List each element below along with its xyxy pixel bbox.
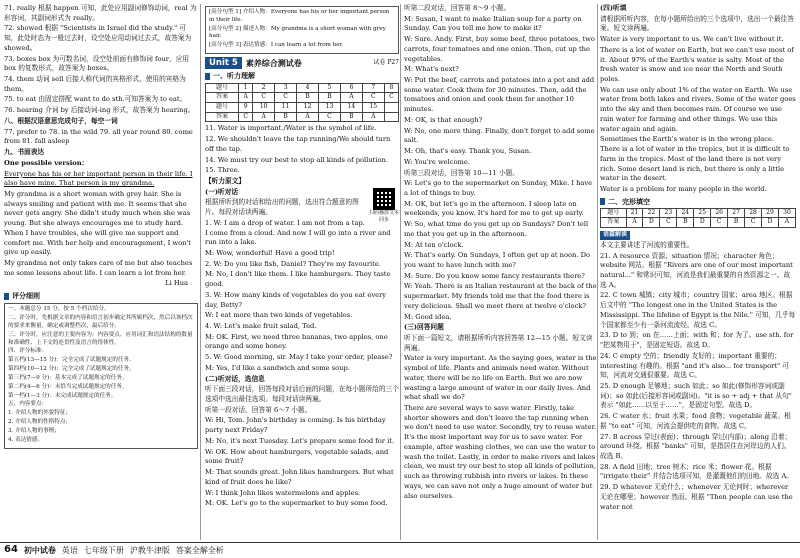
table-cell: B bbox=[318, 93, 340, 103]
table-cell: D bbox=[762, 218, 779, 228]
paragraph: My grandma not only takes care of me but also teaches me some lessons about life. I can learn a lot from her. bbox=[4, 258, 193, 277]
table-cell: 28 bbox=[745, 208, 762, 218]
paragraph: 77. prefer to 78. in the wild 79. all year round 80. come from 81. fall asleep bbox=[4, 127, 193, 146]
paragraph: M: OK. First, we need three bananas, two apples, one orange and some honey. bbox=[205, 332, 388, 351]
table-cell: 26 bbox=[711, 208, 728, 218]
table-cell: A bbox=[626, 218, 643, 228]
table-cell: 题号 bbox=[206, 83, 239, 93]
paragraph: M: What's next? bbox=[404, 65, 459, 74]
paragraph: W: Sure. Andy. First, buy some beef, three potatoes, two carrots, four tomatoes and one onion. Then, cut up the vegetables. bbox=[404, 35, 595, 63]
paragraph: There are several ways to save water. Firstly, take shorter showers and don't leave the tap running when we don't need to use water. Secondly, try to reuse water. It's the most important way for us to save water. For example, after washing clothes, we can use the water to wash the toilet. Lastly, in order to make rivers and lakes clean, we must try our best to stop all kinds of pollution, such as throwing rubbish into rivers or lakes. In these ways, we can save not only a huge amount of water but also ourselves. bbox=[404, 404, 597, 500]
table-cell: C bbox=[711, 218, 728, 228]
paragraph: M: OK, but let's go in the afternoon. I sleep late on weekends, you know. It's hard for me to get up early. bbox=[404, 199, 584, 218]
table-cell: 题号 bbox=[601, 208, 627, 218]
table-cell: C bbox=[660, 218, 677, 228]
table-row bbox=[601, 208, 796, 218]
paragraph: 12. We shouldn't leave the tap running/We should turn off the tap. bbox=[205, 135, 391, 153]
column-2 bbox=[205, 4, 399, 510]
brand: 初中试卷 bbox=[23, 545, 56, 555]
paragraph: 5. W: Good morning, sir. May I take your order, please? bbox=[205, 353, 393, 362]
table-cell: 10 bbox=[253, 102, 275, 112]
paragraph: W: So, what time do you get up on Sundays? Don't tell me that you get up in the afternoon. bbox=[404, 220, 589, 238]
paragraph: 请根据所听内容，在每小题所给出的三个选项中，选出一个最佳答案。短文读两遍。 bbox=[600, 14, 794, 33]
table-cell: B bbox=[297, 93, 319, 103]
table-cell: 7 bbox=[362, 83, 384, 93]
table-cell: A bbox=[253, 112, 275, 122]
table-cell: 4 bbox=[297, 83, 319, 93]
scoring-line: 一、本题总分 15 分，按 5 个档次给分。 bbox=[8, 306, 110, 313]
table-cell: 8 bbox=[384, 83, 398, 93]
paragraph: W: Hi, Tom. John's birthday is coming. Is his birthday party next Friday? bbox=[205, 416, 386, 435]
table-cell: 6 bbox=[340, 83, 362, 93]
paragraph: M: That sounds great. John likes hamburgers. But what kind of fruit does he like? bbox=[205, 468, 394, 486]
table-cell: 21 bbox=[626, 208, 643, 218]
paragraph: 听第二段对话，回答第 8～9 小题。 bbox=[404, 4, 511, 12]
unit-title: Unit 5 bbox=[205, 57, 242, 69]
table-row bbox=[206, 112, 399, 122]
scoring-line: 1. 介绍人物的外貌特征； bbox=[8, 410, 72, 417]
table-cell: D bbox=[694, 218, 711, 228]
paragraph: W: Let's go to the supermarket on Sunday, Mike. I have a lot of things to buy. bbox=[404, 179, 593, 197]
table-cell bbox=[384, 102, 398, 112]
table-cell: B bbox=[275, 112, 297, 122]
table-cell: 23 bbox=[660, 208, 677, 218]
scoring-line: 五、内容要点： bbox=[8, 401, 48, 408]
paragraph: We can use only about 1% of the water on Earth. We use water from both lakes and rivers. Some of the water goes into the sky and then becomes rain. Of course we use rain water for farming and other things. We use this water again and again. bbox=[600, 85, 796, 133]
table-cell: B bbox=[677, 218, 694, 228]
paragraph: 1. W: I am a drop of water. I am not from a tap. I come from a cloud. And now I will go into a river and run into a lake. bbox=[205, 218, 391, 247]
column-1 bbox=[4, 4, 198, 451]
paragraph: 74. them 动词 sell 后接人称代词的宾格形式，使用的宾格为 them。 bbox=[4, 75, 186, 93]
listening-transcript-continued bbox=[404, 4, 598, 501]
passage-analysis-tag: 语篇解读 bbox=[600, 231, 630, 240]
paragraph: M: Oh, that's easy. Thank you, Susan. bbox=[404, 147, 532, 156]
scoring-line: 第二档(4—6 分)：未恰当完成试题规定的任务。 bbox=[8, 383, 128, 390]
paragraph: There is a lot of water on Earth, but we can't use most of it. About 97% of the Earth's water is salty. Most of the fresh water is snow and ice near the North and South poles. bbox=[600, 45, 794, 84]
paragraph: M: No, it's next Tuesday. Let's prepare some food for it. bbox=[205, 436, 395, 445]
table-cell: 25 bbox=[694, 208, 711, 218]
paragraph: W: That's early. On Sundays, I often get up at noon. Do you want to have lunch with me? bbox=[404, 251, 590, 269]
subject: 英语 bbox=[61, 545, 78, 555]
answer-explanations bbox=[4, 4, 198, 278]
paragraph: 27. B across 穿过(表面)；through 穿过(内部)；along 沿着；around 环绕。根据 "banks" 可知，是指居住在河岸边的人们。故选 B。 bbox=[600, 432, 792, 460]
paragraph: 九、书面表达 bbox=[4, 148, 45, 157]
table-cell: 30 bbox=[778, 208, 795, 218]
paragraph: 22. C town 城镇；city 城市；country 国家；area 地区。根据后文中的 "The longest one in the United States is the Mississippi. The lifeline of Egypt is the Nile." 可知，几乎每个国家都至少有一条河流流经。故选 C。 bbox=[600, 291, 796, 329]
table-cell: 答案 bbox=[601, 218, 627, 228]
paragraph: M: At ten o'clock. bbox=[404, 240, 464, 249]
page-number: 64 bbox=[4, 544, 18, 556]
paragraph: 29. D whatever 无论什么；whenever 无论何时；wherever 无论在哪里；however 然而。根据 "Then people can use the water not bbox=[600, 483, 793, 511]
table-row bbox=[206, 93, 399, 103]
table-cell: 13 bbox=[318, 102, 340, 112]
table-row bbox=[601, 218, 796, 228]
paragraph: W: I eat more than two kinds of vegetables. bbox=[205, 311, 353, 320]
cloze-heading: 二、完形填空 bbox=[600, 197, 796, 207]
paragraph: 23. D to 到；on 在……上面；with 和；for 为了。use sth. for "把某物用于"，是固定短语。故选 D。 bbox=[600, 331, 794, 350]
listening-passage bbox=[600, 4, 796, 195]
scoring-line: 4. 表达情感。 bbox=[8, 436, 44, 443]
table-cell: D bbox=[643, 218, 660, 228]
paragraph: W: Put the beef, carrots and potatoes into a pot and add some water. Cook them for 30 minutes. Then, add the tomatoes and onion and cook them for another 10 minutes. bbox=[404, 76, 595, 114]
paragraph: W: No, one more thing. Finally, don't forget to add some salt. bbox=[404, 126, 595, 145]
paragraph: Water is very important to us. We can't live without it. bbox=[600, 35, 784, 44]
paragraph: Everyone has his or her important person in their life. I also have mine. That person is my grandma. bbox=[4, 169, 193, 188]
edition: 沪教牛津版 bbox=[129, 545, 170, 555]
table-cell: 12 bbox=[297, 102, 319, 112]
table-cell: 5 bbox=[318, 83, 340, 93]
scoring-box bbox=[4, 303, 198, 448]
qr-code-icon bbox=[373, 188, 395, 210]
table-cell: A bbox=[778, 218, 795, 228]
paragraph: Water is a problem for many people in the world. bbox=[600, 184, 767, 193]
paragraph: 73. boxes box 为可数名词，设空处前面有修饰词 four，应用 box 的复数形式，故答案为 boxes。 bbox=[4, 54, 190, 73]
table-cell: C bbox=[362, 93, 384, 103]
unit-header bbox=[205, 57, 399, 69]
paragraph: 2. W: Do you like fish, Daniel? They're my favourite. bbox=[205, 259, 381, 268]
scoring-line: 二、评分时，先根据文章的内容和语言初步确定其所属档次，然后以该档次的要求来衡量，确定或调整档次，最后给分。 bbox=[8, 315, 193, 329]
paragraph: 14. We must try our best to stop all kinds of pollution. bbox=[205, 155, 388, 164]
paragraph: M: OK. Let's go to the supermarket to buy some food. bbox=[205, 499, 388, 508]
paragraph: 24. C empty 空的；friendly 友好的；important 重要的；interesting 有趣的。根据 "and it's also... for transport" 可知，河流对交通很重要。故选 C。 bbox=[600, 351, 789, 380]
table-cell: C bbox=[384, 93, 398, 103]
scoring-line: 第一档(1—3 分)：未完成试题规定的任务。 bbox=[8, 392, 117, 399]
listening-transcript bbox=[205, 124, 399, 509]
page-footer bbox=[0, 542, 800, 558]
key-sentence: [高分句型 1] 介绍人物：Everyone has his or her important person in their life. bbox=[209, 9, 390, 23]
table-row bbox=[206, 83, 399, 93]
column-divider bbox=[400, 4, 401, 540]
table-cell: 1 bbox=[239, 83, 253, 93]
paragraph: 八、根据汉语意思完成句子，每空一词 bbox=[4, 116, 118, 125]
scoring-line: 2. 介绍人物的性格特点； bbox=[8, 419, 72, 426]
paragraph: 26. C water 水；fruit 水果；food 食物；vegetable 蔬菜。根据 "to eat" 可知，河流会提供吃的食物。故选 C。 bbox=[600, 412, 791, 430]
table-cell: A bbox=[340, 93, 362, 103]
table-cell: C bbox=[318, 112, 340, 122]
table-cell: 24 bbox=[677, 208, 694, 218]
paragraph: One possible version： bbox=[4, 158, 89, 167]
key-sentence: [高分句型 3] 表达情感：I can learn a lot from her. bbox=[209, 42, 344, 49]
table-cell: C bbox=[239, 112, 253, 122]
table-cell: 3 bbox=[275, 83, 297, 93]
table-cell: A bbox=[297, 112, 319, 122]
paragraph: 11. Water is important./Water is the symbol of life. bbox=[205, 124, 377, 133]
table-cell: 答案 bbox=[206, 112, 239, 122]
paragraph: 根据所听到的对话和给出的问题，选出符合题意的图片。每段对话读两遍。 bbox=[205, 198, 359, 217]
paragraph: (四)听填 bbox=[600, 4, 627, 12]
paragraph: 75. to eat 由固定搭配 want to do sth.可知答案为 to eat。 bbox=[4, 95, 187, 104]
scoring-heading: 评分细则 bbox=[4, 291, 198, 301]
paragraph: 【听力原文】 bbox=[205, 176, 246, 185]
paragraph: 本文主要讲述了河流的重要性。 bbox=[600, 240, 694, 249]
paragraph: Sometimes the Earth's water is in the wrong place. There is a lot of water in the tropics, but it is difficult to farm in the tropics. Most of the land there is not very rich. Some desert land is rich, but there is only a little water in the desert. bbox=[600, 135, 790, 183]
scoring-line: 第四档(10—12 分)：完全完成了试题规定的任务。 bbox=[8, 366, 135, 373]
table-cell: 27 bbox=[728, 208, 745, 218]
table-cell: 11 bbox=[275, 102, 297, 112]
table-cell: 14 bbox=[340, 102, 362, 112]
table-cell: A bbox=[239, 93, 253, 103]
cloze-answer-table bbox=[600, 208, 796, 228]
table-cell: C bbox=[745, 218, 762, 228]
paragraph: 71. really 根据 happen 可知，此处应用副词修饰动词，real 为形容词，其副词形式为 really。 bbox=[4, 4, 197, 22]
table-cell: A bbox=[362, 112, 384, 122]
paragraph: 听第一段对话，回答第 6～7 小题。 bbox=[205, 405, 312, 414]
paragraph: 听第三段对话，回答第 10—11 小题。 bbox=[404, 168, 519, 177]
paragraph: W: You're welcome. bbox=[404, 157, 470, 166]
listening-heading: 一、听力理解 bbox=[205, 71, 399, 81]
paragraph: M: OK, is that enough? bbox=[404, 115, 483, 124]
paragraph: (三)回答问题 bbox=[404, 323, 444, 332]
table-cell: B bbox=[340, 112, 362, 122]
key-sentence: [高分句型 2] 描述人物：My grandma is a short woman with grey hair. bbox=[209, 25, 386, 40]
paragraph: W: OK. How about hamburgers, vegetable salads, and some fruit? bbox=[205, 447, 389, 466]
table-cell: 2 bbox=[253, 83, 275, 93]
table-cell: 题号 bbox=[206, 102, 239, 112]
key-sentences-box bbox=[205, 6, 399, 54]
grade: 七年级下册 bbox=[83, 545, 124, 555]
paragraph: 听下面三段对话，回答每段对话后面的问题，在每小题所给的三个选项中选出最佳选项。每段对话读两遍。 bbox=[205, 385, 399, 404]
paragraph: M: Susan, I want to make Italian soup for a party on Sunday. Can you tell me how to make it? bbox=[404, 14, 582, 33]
table-cell: 22 bbox=[643, 208, 660, 218]
paragraph: 76. hearing 介词 by 后接动词-ing 形式，故答案为 hearing。 bbox=[4, 106, 195, 115]
unit-subtitle: 素养综合测试卷 bbox=[245, 58, 302, 68]
table-cell: C bbox=[253, 93, 275, 103]
paragraph: M: Good idea. bbox=[404, 312, 452, 321]
paragraph: 听下面一篇短文，请根据所听内容回答第 12—15 小题。短文读两遍。 bbox=[404, 334, 593, 352]
table-cell: B bbox=[728, 218, 745, 228]
table-cell: 答案 bbox=[206, 93, 239, 103]
paragraph: 4. W: Let's make fruit salad, Ted. bbox=[205, 322, 317, 330]
table-row bbox=[206, 102, 399, 112]
paragraph: M: No, I don't like them. I like hamburgers. They taste good. bbox=[205, 270, 391, 289]
qr-caption: 扫码播放文本同步 bbox=[369, 209, 399, 223]
paragraph: 28. A field 田地；tree 树木；rice 米；flower 花。根据 "irrigate their" 并结合选项可知，是灌溉他们的田地。故选 A。 bbox=[600, 462, 793, 481]
answer-table bbox=[205, 83, 399, 123]
paragraph: 72. showed 根据 "Scientists in Israel did the study." 可知，此处时态为一般过去时，设空处应用动词过去式，故答案为 showed。 bbox=[4, 24, 192, 52]
scoring-line: 四、评分标准： bbox=[8, 348, 48, 355]
paragraph: M: Sure. Do you know some fancy restaurants there? bbox=[404, 271, 585, 280]
paragraph: 3. W: How many kinds of vegetables do you eat every day, Betty? bbox=[205, 290, 387, 309]
cloze-explanations bbox=[600, 241, 796, 512]
paragraph: W: Yeah. There is an Italian restaurant at the back of the supermarket. My friends told me that the food there is very delicious. Shall we meet there at twelve o'clock? bbox=[404, 282, 597, 310]
table-cell: 29 bbox=[762, 208, 779, 218]
paragraph: (一)听对话 bbox=[205, 187, 239, 196]
paragraph: 21. A resource 资源；situation 情况；character 角色；website 网站。根据 "Rivers are one of our most important natural..." 和常识可知，河流是我们最重要的自然资源之一。故选 A。 bbox=[600, 251, 793, 289]
scoring-line: 三、评分时，应注意的主要内容为：内容要点、应用词汇和语法结构的数量和准确性、上下文的连贯性及语言的得体性。 bbox=[8, 331, 193, 346]
table-cell: 9 bbox=[239, 102, 253, 112]
scoring-line: 第三档(7—9 分)：基本完成了试题规定的任务。 bbox=[8, 374, 128, 381]
paragraph: (二)听对话，选信息 bbox=[205, 374, 265, 383]
table-cell: 15 bbox=[362, 102, 384, 112]
scoring-line: 第五档(13—15 分)：完全完成了试题规定的任务。 bbox=[8, 357, 135, 364]
paragraph: 15. Three. bbox=[205, 166, 240, 175]
qr-code[interactable] bbox=[369, 188, 399, 225]
paragraph: 25. D enough 足够地；such 如此；so 如此(修饰形容词或副词)；so 如此(后接形容词或副词)。"it is so + adj + that 从句" 表示 "如此……以至于……"，是固定句型。故选 D。 bbox=[600, 381, 792, 410]
paragraph: M: Wow, wonderful! Have a good trip! bbox=[205, 248, 335, 257]
paragraph: M: Yes, I'd like a sandwich and some soup. bbox=[205, 363, 350, 372]
unit-page-ref: 试卷 P27 bbox=[373, 58, 399, 66]
table-cell bbox=[384, 112, 398, 122]
table-cell: C bbox=[275, 93, 297, 103]
paragraph: W: I think John likes watermelons and apples. bbox=[205, 488, 361, 497]
scoring-line: 3. 介绍人物的事例； bbox=[8, 427, 60, 434]
footer-tail: 答案全解全析 bbox=[175, 545, 224, 555]
column-divider bbox=[200, 4, 201, 540]
column-4 bbox=[600, 4, 796, 513]
signature: Li Hua bbox=[165, 279, 188, 288]
paragraph: Water is very important. As the saying goes, water is the symbol of life. Plants and animals need water. Without water, there will be no life on Earth. But we are now wasting a large amount of water in our daily lives. And what shall we do? bbox=[404, 354, 597, 402]
paragraph: My grandma is a short woman with grey hair. She is always smiling and patient with me. It seems that she never gets angry. She didn't study much when she was young. But she always encourages me to study hard. When I have troubles, she will give me support and comfort me. With her help and encouragement, I won't give up easily. bbox=[4, 189, 191, 257]
column-3 bbox=[404, 4, 598, 502]
